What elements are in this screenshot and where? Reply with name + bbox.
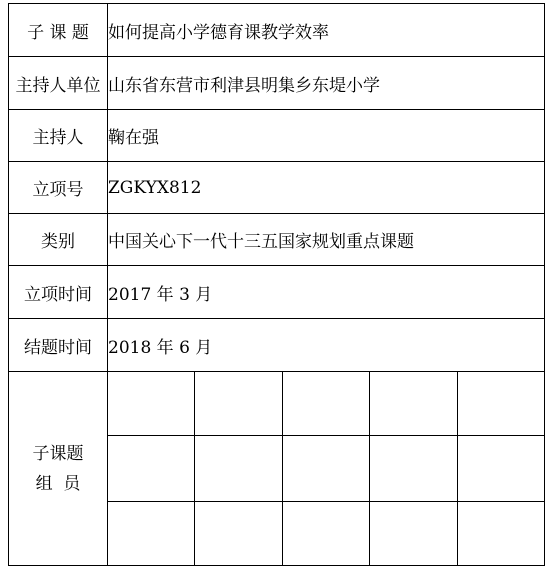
row-start-time: [9, 266, 545, 319]
value-host-unit: 山东省东营市利津县明集乡东堤小学: [108, 57, 545, 110]
member-cell: [282, 502, 369, 566]
label-category: 类别: [9, 214, 108, 266]
value-start-time: 2017 年 3 月: [108, 266, 545, 319]
label-project-number: 立项号: [9, 162, 108, 214]
label-host: 主持人: [9, 110, 108, 162]
label-host-unit: 主持人单位: [9, 57, 108, 110]
row-host-unit: [9, 57, 545, 110]
row-subtopic: [9, 4, 545, 57]
project-info-table: [8, 3, 545, 566]
member-cell: [108, 436, 195, 502]
member-cell: [457, 372, 544, 436]
member-cell: [370, 436, 457, 502]
member-cell: [457, 436, 544, 502]
row-end-time: [9, 319, 545, 372]
member-cell: [108, 372, 195, 436]
value-host: 鞠在强: [108, 110, 545, 162]
member-cell: [370, 502, 457, 566]
member-cell: [195, 502, 282, 566]
member-cell: [195, 436, 282, 502]
label-start-time: 立项时间: [9, 266, 108, 319]
label-end-time: 结题时间: [9, 319, 108, 372]
members-label-line1: 子课题: [32, 443, 84, 464]
row-host: [9, 110, 545, 162]
value-subtopic: 如何提高小学德育课教学效率: [108, 4, 545, 57]
member-cell: [282, 372, 369, 436]
value-category: 中国关心下一代十三五国家规划重点课题: [108, 214, 545, 266]
value-project-number: ZGKYX812: [108, 162, 545, 214]
row-project-number: [9, 162, 545, 214]
label-members: [9, 372, 108, 566]
member-cell: [457, 502, 544, 566]
members-label-line2: 组 员: [35, 473, 81, 494]
member-cell: [282, 436, 369, 502]
members-row-1: [9, 372, 545, 436]
member-cell: [108, 502, 195, 566]
value-end-time: 2018 年 6 月: [108, 319, 545, 372]
member-cell: [370, 372, 457, 436]
member-cell: [195, 372, 282, 436]
label-subtopic: 子 课 题: [9, 4, 108, 57]
row-category: [9, 214, 545, 266]
